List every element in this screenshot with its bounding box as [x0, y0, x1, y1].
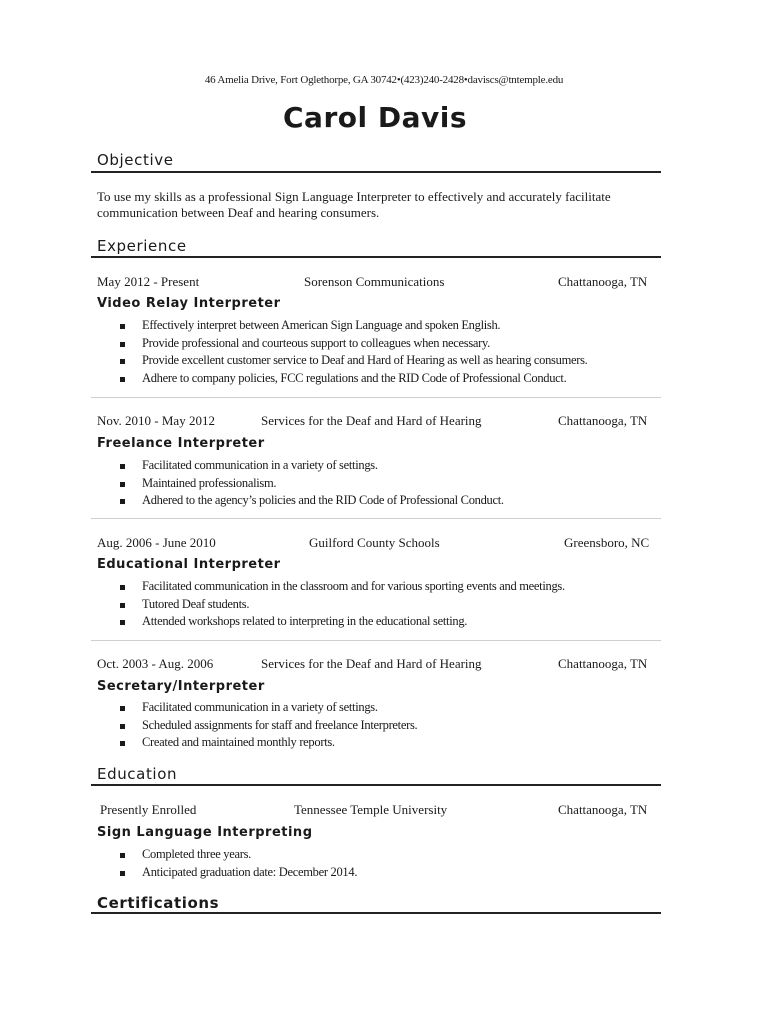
job-dates: Nov. 2010 - May 2012 — [97, 413, 215, 428]
job-dates: Oct. 2003 - Aug. 2006 — [97, 656, 214, 671]
list-item: Provide excellent customer service to Deaf and Hard of Hearing as well as hearing consumers. — [120, 352, 588, 370]
job-row — [0, 535, 768, 553]
education-location: Chattanooga, TN — [558, 802, 648, 817]
list-item: Scheduled assignments for staff and freelance Interpreters. — [120, 717, 417, 735]
job-title: Educational Interpreter — [97, 557, 281, 572]
job-dates: May 2012 - Present — [97, 274, 200, 289]
experience-divider — [91, 256, 661, 258]
list-item: Completed three years. — [120, 846, 357, 864]
job-dates: Aug. 2006 - June 2010 — [97, 535, 216, 550]
list-item: Anticipated graduation date: December 2014. — [120, 864, 357, 882]
job-location: Greensboro, NC — [564, 535, 650, 550]
job-organization: Services for the Deaf and Hard of Hearing — [261, 413, 482, 428]
job-row — [0, 274, 768, 292]
list-item: Provide professional and courteous support to colleagues when necessary. — [120, 335, 588, 353]
education-program: Sign Language Interpreting — [97, 825, 313, 840]
education-details — [120, 846, 357, 881]
job-title: Video Relay Interpreter — [97, 296, 281, 311]
job-row — [0, 656, 768, 674]
job-separator — [91, 518, 661, 519]
experience-heading: Experience — [97, 237, 187, 255]
job-organization: Sorenson Communications — [304, 274, 445, 289]
objective-heading: Objective — [97, 151, 174, 169]
list-item: Created and maintained monthly reports. — [120, 734, 417, 752]
job-organization: Guilford County Schools — [309, 535, 440, 550]
education-divider — [91, 784, 661, 786]
education-row — [0, 802, 768, 820]
job-organization: Services for the Deaf and Hard of Hearing — [261, 656, 482, 671]
list-item: Maintained professionalism. — [120, 475, 504, 493]
certifications-divider — [91, 912, 661, 914]
resume-name: Carol Davis — [283, 101, 467, 134]
list-item: Facilitated communication in a variety of settings. — [120, 699, 417, 717]
job-location: Chattanooga, TN — [558, 656, 648, 671]
objective-text: To use my skills as a professional Sign Language Interpreter to effectively and accurately facilitate communication between Deaf and hearing consumers. — [97, 189, 611, 220]
job-row — [0, 413, 768, 431]
job-duties — [120, 699, 417, 752]
list-item: Attended workshops related to interpreting in the educational setting. — [120, 613, 565, 631]
job-title: Freelance Interpreter — [97, 436, 265, 451]
list-item: Tutored Deaf students. — [120, 596, 565, 614]
objective-divider — [91, 171, 661, 173]
job-duties — [120, 457, 504, 510]
certifications-heading: Certifications — [97, 894, 220, 912]
education-heading: Education — [97, 765, 178, 783]
job-duties — [120, 578, 565, 631]
contact-line: 46 Amelia Drive, Fort Oglethorpe, GA 30742•(423)240-2428•daviscs@tntemple.edu — [204, 74, 564, 86]
job-duties — [120, 317, 588, 388]
education-status: Presently Enrolled — [100, 802, 197, 817]
job-separator — [91, 397, 661, 398]
education-school: Tennessee Temple University — [294, 802, 448, 817]
list-item: Effectively interpret between American Sign Language and spoken English. — [120, 317, 588, 335]
job-separator — [91, 640, 661, 641]
list-item: Facilitated communication in the classroom and for various sporting events and meetings. — [120, 578, 565, 596]
list-item: Facilitated communication in a variety of settings. — [120, 457, 504, 475]
job-location: Chattanooga, TN — [558, 413, 648, 428]
list-item: Adhere to company policies, FCC regulations and the RID Code of Professional Conduct. — [120, 370, 588, 388]
job-location: Chattanooga, TN — [558, 274, 648, 289]
job-title: Secretary/Interpreter — [97, 679, 265, 694]
list-item: Adhered to the agency’s policies and the RID Code of Professional Conduct. — [120, 492, 504, 510]
